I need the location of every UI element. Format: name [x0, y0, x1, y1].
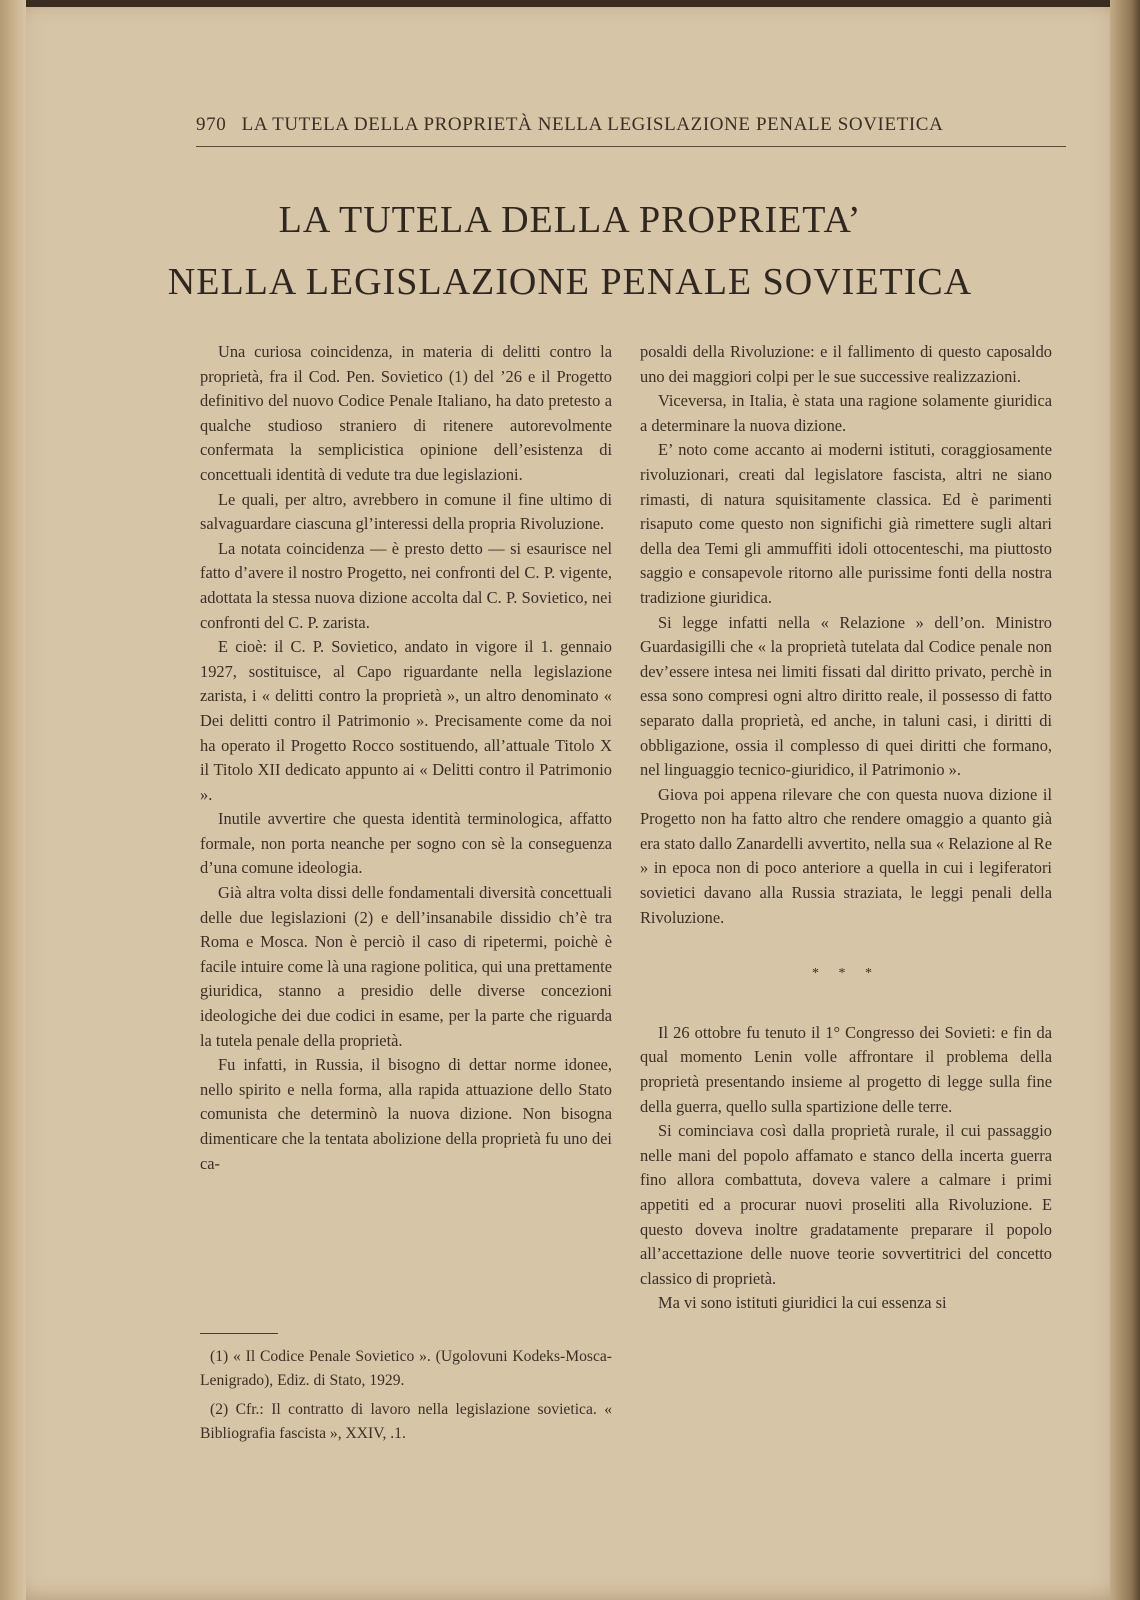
article-title-line-2: NELLA LEGISLAZIONE PENALE SOVIETICA: [167, 261, 973, 303]
running-title: LA TUTELA DELLA PROPRIETÀ NELLA LEGISLAZIONE PENALE SOVIETICA: [241, 114, 944, 135]
paragraph: La notata coincidenza — è presto detto — si esaurisce nel fatto d’avere il nostro Progetto, nei confronti del C. P. vigente, adottata la stessa nuova dizione accolta dal C. P. Sovietico, nei confronti del C. P. zarista.: [200, 538, 612, 632]
paragraph: Si legge infatti nella « Relazione » dell’on. Ministro Guardasigilli che « la proprietà tutelata dal Codice penale non dev’essere intesa nei limiti fissati dal diritto privato, perchè in essa sono compresi ogni altro diritto reale, il possesso di fatto separato dalla proprietà, ed anche, in taluni casi, i diritti di obbligazione, ossia il complesso di quei diritti che formano, nel linguaggio tecnico-giuridico, il Patrimonio ».: [640, 612, 1052, 780]
paragraph: Giova poi appena rilevare che con questa nuova dizione il Progetto non ha fatto altro che rendere omaggio a quanto già era stato dallo Zanardelli avvertito, nella sua « Relazione al Re » in epoca non di poco anteriore a quella in cui i legiferatori sovietici davano alla Russia straziata, le leggi penali della Rivoluzione.: [640, 784, 1052, 927]
paragraph: Si cominciava così dalla proprietà rurale, il cui passaggio nelle mani del popolo affamato e stanco della incerta guerra fino allora combattuta, doveva valere a calmare i primi appetiti ed a procurar nuovi proseliti alla Rivoluzione. E questo doveva inoltre gradatamente preparare il popolo all’accettazione delle nuove teorie sovvertitrici del concetto classico di proprietà.: [640, 1121, 1052, 1288]
right-column: [640, 340, 1052, 1316]
paragraph: Già altra volta dissi delle fondamentali diversità concettuali delle due legislazioni (2) e dell’insanabile dissidio ch’è tra Roma e Mosca. Non è perciò il caso di ripetermi, poichè è facile intuire come là una ragione politica, qui una prettamente giuridica, stanno a presidio delle diverse concezioni ideologiche dei due codici in esame, per la parte che riguarda la tutela penale della proprietà.: [200, 883, 612, 1050]
top-edge-shadow: [0, 0, 1140, 7]
paragraph: E cioè: il C. P. Sovietico, andato in vigore il 1. gennaio 1927, sostituisce, al Capo riguardante nella legislazione zarista, i « delitti contro la proprietà », un altro denominato « Dei delitti contro il Patrimonio ». Precisamente come da noi ha operato il Progetto Rocco sostituendo, all’attuale Titolo X il Titolo XII dedicato appunto ai « Delitti contro il Patrimonio ».: [200, 637, 612, 804]
paragraph: Viceversa, in Italia, è stata una ragione solamente giuridica a determinare la nuova dizione.: [640, 391, 1052, 435]
page-right-edge: [1110, 0, 1140, 1600]
paragraph: posaldi della Rivoluzione: e il fallimento di questo caposaldo uno dei maggiori colpi per le sue successive realizzazioni.: [640, 342, 1052, 386]
page-number: 970: [196, 114, 227, 135]
left-column: [200, 340, 612, 1176]
header-rule: [196, 146, 1066, 147]
footnote-2: (2) Cfr.: Il contratto di lavoro nella legislazione sovietica. « Bibliografia fascista », XXIV, .1.: [200, 1401, 612, 1442]
paragraph: Fu infatti, in Russia, il bisogno di dettar norme idonee, nello spirito e nella forma, alla rapida attuazione dello Stato comunista che determinò la nuova dizione. Non bisogna dimenticare che la tentata abolizione della proprietà fu uno dei ca-: [200, 1055, 612, 1173]
footnotes: [200, 1345, 612, 1451]
paragraph: Ma vi sono istituti giuridici la cui essenza si: [658, 1293, 947, 1313]
section-separator: * * *: [812, 966, 880, 982]
article-title-line-1: LA TUTELA DELLA PROPRIETA’: [278, 199, 862, 241]
running-header: [196, 114, 1066, 136]
paragraph: Inutile avvertire che questa identità terminologica, affatto formale, non porta neanche per sogno con sè la conseguenza d’una comune ideologia.: [200, 809, 612, 878]
binding-edge: [0, 0, 26, 1600]
footnote-1: (1) « Il Codice Penale Sovietico ». (Ugolovuni Kodeks-Mosca-Lenigrado), Ediz. di Stato, 1929.: [200, 1348, 612, 1389]
paragraph: Una curiosa coincidenza, in materia di delitti contro la proprietà, fra il Cod. Pen. Sovietico (1) del ’26 e il Progetto definitivo del nuovo Codice Penale Italiano, ha dato pretesto a qualche studioso straniero di ritenere autorevolmente confermata la semplicistica opinione dell’esistenza di concettuali identità di vedute tra due legislazioni.: [200, 342, 612, 484]
paragraph: Il 26 ottobre fu tenuto il 1° Congresso dei Sovieti: e fin da qual momento Lenin volle affrontare il problema della proprietà presentando insieme al progetto di legge sulla fine della guerra, quello sulla spartizione delle terre.: [640, 1022, 1052, 1116]
paragraph: E’ noto come accanto ai moderni istituti, coraggiosamente rivoluzionari, creati dal legislatore fascista, altri ne siano rimasti, di natura squisitamente classica. Ed è parimenti risaputo come questo non significhi già rimettere sugli altari della dea Temi gli ammuffiti idoli ottocenteschi, ma piuttosto saggio e consapevole ritorno alle purissime fonti della nostra tradizione giuridica.: [640, 440, 1052, 607]
footnote-rule: [200, 1333, 278, 1334]
paragraph: Le quali, per altro, avrebbero in comune il fine ultimo di salvaguardare ciascuna gl’interessi della propria Rivoluzione.: [200, 489, 612, 534]
